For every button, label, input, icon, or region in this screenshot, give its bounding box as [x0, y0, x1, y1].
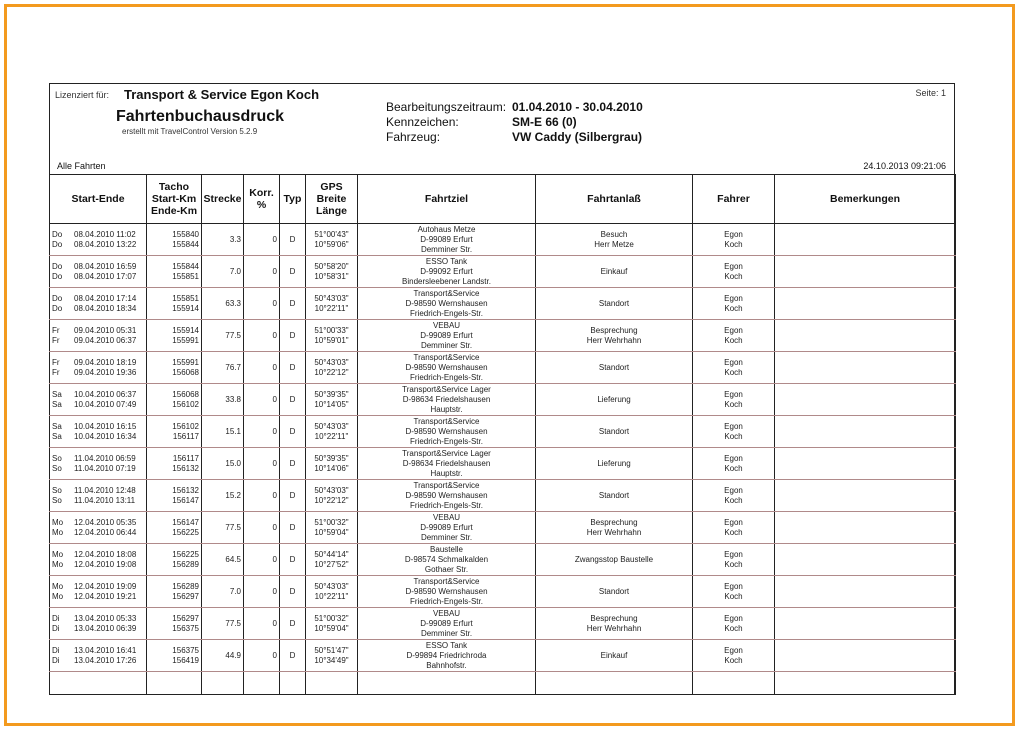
col-bemerkungen: Bemerkungen — [775, 175, 956, 224]
cell-fahrer: Egon Koch — [693, 320, 775, 352]
cell-tacho: 155844 155851 — [147, 256, 202, 288]
cell-fahrtziel: Transport&Service D-98590 Wernshausen Friedrich-Engels-Str. — [358, 480, 536, 512]
cell-strecke: 15.0 — [202, 448, 244, 480]
cell-fahrtziel: VEBAU D-99089 Erfurt Demminer Str. — [358, 512, 536, 544]
cell-fahrtziel: ESSO Tank D-99092 Erfurt Bindersleebener Landstr. — [358, 256, 536, 288]
col-typ: Typ — [280, 175, 306, 224]
cell-typ: D — [280, 224, 306, 256]
cell-strecke: 33.8 — [202, 384, 244, 416]
cell-fahrtanlass: Standort — [536, 576, 693, 608]
period-value: 01.04.2010 - 30.04.2010 — [512, 100, 643, 114]
page-number: Seite: 1 — [915, 88, 946, 98]
cell-start-end: Mo 12.04.2010 18:08 Mo 12.04.2010 19:08 — [50, 544, 147, 576]
licensee-name: Transport & Service Egon Koch — [124, 87, 320, 102]
col-korr: Korr. % — [244, 175, 280, 224]
cell-strecke: 76.7 — [202, 352, 244, 384]
cell-fahrtanlass: Standort — [536, 352, 693, 384]
table-row — [50, 512, 956, 544]
cell-bemerkungen — [775, 352, 956, 384]
cell-typ: D — [280, 640, 306, 672]
cell-fahrtanlass: Einkauf — [536, 640, 693, 672]
cell-gps: 50°39'35" 10°14'05" — [306, 384, 358, 416]
cell-fahrtanlass: Besuch Herr Metze — [536, 224, 693, 256]
cell-strecke: 44.9 — [202, 640, 244, 672]
empty-cell — [358, 672, 536, 695]
cell-fahrtziel: VEBAU D-99089 Erfurt Demminer Str. — [358, 608, 536, 640]
cell-korr: 0 — [244, 576, 280, 608]
col-fahrer: Fahrer — [693, 175, 775, 224]
cell-typ: D — [280, 544, 306, 576]
cell-fahrer: Egon Koch — [693, 384, 775, 416]
cell-fahrtanlass: Besprechung Herr Wehrhahn — [536, 320, 693, 352]
cell-bemerkungen — [775, 480, 956, 512]
cell-korr: 0 — [244, 512, 280, 544]
cell-fahrer: Egon Koch — [693, 352, 775, 384]
cell-fahrtanlass: Besprechung Herr Wehrhahn — [536, 608, 693, 640]
cell-fahrer: Egon Koch — [693, 224, 775, 256]
cell-typ: D — [280, 416, 306, 448]
col-start-end: Start-Ende — [50, 175, 147, 224]
cell-start-end: Fr 09.04.2010 18:19 Fr 09.04.2010 19:36 — [50, 352, 147, 384]
cell-strecke: 15.2 — [202, 480, 244, 512]
table-header-row — [50, 175, 956, 224]
cell-start-end: Sa 10.04.2010 16:15 Sa 10.04.2010 16:34 — [50, 416, 147, 448]
col-gps: GPS Breite Länge — [306, 175, 358, 224]
cell-bemerkungen — [775, 384, 956, 416]
cell-gps: 50°43'03" 10°22'12" — [306, 480, 358, 512]
report-meta — [386, 100, 643, 145]
cell-fahrtziel: Baustelle D-98574 Schmalkalden Gothaer Str. — [358, 544, 536, 576]
table-row — [50, 352, 956, 384]
cell-gps: 50°43'03" 10°22'11" — [306, 576, 358, 608]
empty-cell — [202, 672, 244, 695]
cell-bemerkungen — [775, 416, 956, 448]
cell-fahrtziel: Transport&Service D-98590 Wernshausen Friedrich-Engels-Str. — [358, 352, 536, 384]
table-row — [50, 448, 956, 480]
cell-bemerkungen — [775, 256, 956, 288]
table-row-empty — [50, 672, 956, 695]
cell-bemerkungen — [775, 608, 956, 640]
cell-gps: 50°44'14" 10°27'52" — [306, 544, 358, 576]
cell-typ: D — [280, 352, 306, 384]
cell-fahrtanlass: Standort — [536, 416, 693, 448]
cell-tacho: 155851 155914 — [147, 288, 202, 320]
cell-fahrer: Egon Koch — [693, 608, 775, 640]
cell-korr: 0 — [244, 640, 280, 672]
cell-korr: 0 — [244, 416, 280, 448]
cell-start-end: Di 13.04.2010 05:33 Di 13.04.2010 06:39 — [50, 608, 147, 640]
cell-typ: D — [280, 448, 306, 480]
cell-fahrtziel: Transport&Service Lager D-98634 Friedelshausen Hauptstr. — [358, 384, 536, 416]
cell-korr: 0 — [244, 448, 280, 480]
empty-cell — [50, 672, 147, 695]
cell-fahrer: Egon Koch — [693, 480, 775, 512]
cell-fahrtziel: Transport&Service Lager D-98634 Friedelshausen Hauptstr. — [358, 448, 536, 480]
col-tacho: Tacho Start-Km Ende-Km — [147, 175, 202, 224]
cell-fahrtziel: ESSO Tank D-99894 Friedrichroda Bahnhofstr. — [358, 640, 536, 672]
table-row — [50, 320, 956, 352]
cell-start-end: Mo 12.04.2010 19:09 Mo 12.04.2010 19:21 — [50, 576, 147, 608]
cell-fahrtanlass: Besprechung Herr Wehrhahn — [536, 512, 693, 544]
cell-start-end: Do 08.04.2010 16:59 Do 08.04.2010 17:07 — [50, 256, 147, 288]
cell-bemerkungen — [775, 576, 956, 608]
cell-tacho: 155914 155991 — [147, 320, 202, 352]
cell-typ: D — [280, 384, 306, 416]
cell-gps: 51°00'32" 10°59'04" — [306, 512, 358, 544]
cell-korr: 0 — [244, 288, 280, 320]
table-row — [50, 608, 956, 640]
cell-start-end: Sa 10.04.2010 06:37 Sa 10.04.2010 07:49 — [50, 384, 147, 416]
cell-gps: 50°43'03" 10°22'12" — [306, 352, 358, 384]
cell-fahrer: Egon Koch — [693, 640, 775, 672]
empty-cell — [693, 672, 775, 695]
cell-bemerkungen — [775, 448, 956, 480]
cell-fahrtanlass: Standort — [536, 480, 693, 512]
cell-strecke: 63.3 — [202, 288, 244, 320]
empty-cell — [306, 672, 358, 695]
cell-bemerkungen — [775, 544, 956, 576]
cell-fahrer: Egon Koch — [693, 512, 775, 544]
cell-start-end: Do 08.04.2010 17:14 Do 08.04.2010 18:34 — [50, 288, 147, 320]
cell-tacho: 156375 156419 — [147, 640, 202, 672]
table-row — [50, 544, 956, 576]
cell-start-end: Do 08.04.2010 11:02 Do 08.04.2010 13:22 — [50, 224, 147, 256]
page-title: Fahrtenbuchausdruck — [116, 108, 285, 125]
cell-fahrer: Egon Koch — [693, 416, 775, 448]
cell-strecke: 7.0 — [202, 576, 244, 608]
cell-bemerkungen — [775, 320, 956, 352]
cell-tacho: 156225 156289 — [147, 544, 202, 576]
col-fahrtziel: Fahrtziel — [358, 175, 536, 224]
cell-start-end: So 11.04.2010 12:48 So 11.04.2010 13:11 — [50, 480, 147, 512]
cell-fahrtziel: Transport&Service D-98590 Wernshausen Friedrich-Engels-Str. — [358, 416, 536, 448]
cell-tacho: 155991 156068 — [147, 352, 202, 384]
cell-bemerkungen — [775, 224, 956, 256]
empty-cell — [280, 672, 306, 695]
cell-korr: 0 — [244, 320, 280, 352]
cell-fahrtanlass: Einkauf — [536, 256, 693, 288]
cell-korr: 0 — [244, 224, 280, 256]
cell-bemerkungen — [775, 288, 956, 320]
trip-table — [49, 174, 956, 695]
vehicle-label: Fahrzeug: — [386, 130, 441, 144]
cell-korr: 0 — [244, 256, 280, 288]
plate-value: SM-E 66 (0) — [512, 115, 577, 129]
printed-timestamp: 24.10.2013 09:21:06 — [863, 161, 946, 171]
cell-gps: 50°39'35" 10°14'06" — [306, 448, 358, 480]
cell-typ: D — [280, 320, 306, 352]
table-row — [50, 640, 956, 672]
cell-start-end: Fr 09.04.2010 05:31 Fr 09.04.2010 06:37 — [50, 320, 147, 352]
empty-cell — [536, 672, 693, 695]
cell-tacho: 156297 156375 — [147, 608, 202, 640]
cell-tacho: 156132 156147 — [147, 480, 202, 512]
table-row — [50, 256, 956, 288]
table-row — [50, 288, 956, 320]
cell-korr: 0 — [244, 608, 280, 640]
cell-start-end: So 11.04.2010 06:59 So 11.04.2010 07:19 — [50, 448, 147, 480]
empty-cell — [775, 672, 956, 695]
vehicle-value: VW Caddy (Silbergrau) — [512, 130, 643, 144]
cell-tacho: 156289 156297 — [147, 576, 202, 608]
table-row — [50, 224, 956, 256]
table-row — [50, 416, 956, 448]
cell-fahrer: Egon Koch — [693, 256, 775, 288]
cell-korr: 0 — [244, 544, 280, 576]
cell-typ: D — [280, 480, 306, 512]
cell-strecke: 64.5 — [202, 544, 244, 576]
cell-start-end: Di 13.04.2010 16:41 Di 13.04.2010 17:26 — [50, 640, 147, 672]
cell-fahrtanlass: Standort — [536, 288, 693, 320]
cell-strecke: 77.5 — [202, 512, 244, 544]
col-strecke: Strecke — [202, 175, 244, 224]
plate-label: Kennzeichen: — [386, 115, 459, 129]
cell-fahrtziel: Transport&Service D-98590 Wernshausen Friedrich-Engels-Str. — [358, 576, 536, 608]
col-fahrtanlass: Fahrtanlaß — [536, 175, 693, 224]
cell-gps: 50°43'03" 10°22'11" — [306, 416, 358, 448]
cell-gps: 51°00'33" 10°59'01" — [306, 320, 358, 352]
cell-tacho: 155840 155844 — [147, 224, 202, 256]
cell-tacho: 156068 156102 — [147, 384, 202, 416]
cell-strecke: 7.0 — [202, 256, 244, 288]
page-frame — [4, 4, 1015, 726]
cell-fahrtanlass: Zwangsstop Baustelle — [536, 544, 693, 576]
table-row — [50, 576, 956, 608]
licensed-label: Lizenziert für: — [55, 90, 110, 100]
cell-strecke: 77.5 — [202, 320, 244, 352]
cell-fahrer: Egon Koch — [693, 544, 775, 576]
cell-typ: D — [280, 256, 306, 288]
cell-typ: D — [280, 512, 306, 544]
cell-fahrer: Egon Koch — [693, 288, 775, 320]
cell-korr: 0 — [244, 352, 280, 384]
cell-fahrtziel: VEBAU D-99089 Erfurt Demminer Str. — [358, 320, 536, 352]
cell-gps: 50°43'03" 10°22'11" — [306, 288, 358, 320]
cell-korr: 0 — [244, 384, 280, 416]
cell-gps: 50°51'47" 10°34'49" — [306, 640, 358, 672]
cell-typ: D — [280, 608, 306, 640]
cell-tacho: 156102 156117 — [147, 416, 202, 448]
cell-fahrtanlass: Lieferung — [536, 448, 693, 480]
empty-cell — [147, 672, 202, 695]
cell-start-end: Mo 12.04.2010 05:35 Mo 12.04.2010 06:44 — [50, 512, 147, 544]
filter-label: Alle Fahrten — [57, 161, 106, 171]
cell-tacho: 156117 156132 — [147, 448, 202, 480]
cell-strecke: 77.5 — [202, 608, 244, 640]
cell-fahrer: Egon Koch — [693, 448, 775, 480]
cell-fahrer: Egon Koch — [693, 576, 775, 608]
cell-typ: D — [280, 288, 306, 320]
empty-cell — [244, 672, 280, 695]
cell-korr: 0 — [244, 480, 280, 512]
cell-strecke: 3.3 — [202, 224, 244, 256]
table-row — [50, 480, 956, 512]
cell-gps: 51°00'32" 10°59'04" — [306, 608, 358, 640]
cell-fahrtanlass: Lieferung — [536, 384, 693, 416]
cell-bemerkungen — [775, 512, 956, 544]
cell-typ: D — [280, 576, 306, 608]
cell-fahrtziel: Transport&Service D-98590 Wernshausen Friedrich-Engels-Str. — [358, 288, 536, 320]
cell-strecke: 15.1 — [202, 416, 244, 448]
cell-tacho: 156147 156225 — [147, 512, 202, 544]
cell-gps: 51°00'43" 10°59'06" — [306, 224, 358, 256]
page-subtitle: erstellt mit TravelControl Version 5.2.9 — [122, 127, 258, 136]
period-label: Bearbeitungszeitraum: — [386, 100, 507, 114]
cell-gps: 50°58'20" 10°58'31" — [306, 256, 358, 288]
table-row — [50, 384, 956, 416]
logbook-sheet — [49, 83, 955, 695]
cell-bemerkungen — [775, 640, 956, 672]
cell-fahrtziel: Autohaus Metze D-99089 Erfurt Demminer Str. — [358, 224, 536, 256]
